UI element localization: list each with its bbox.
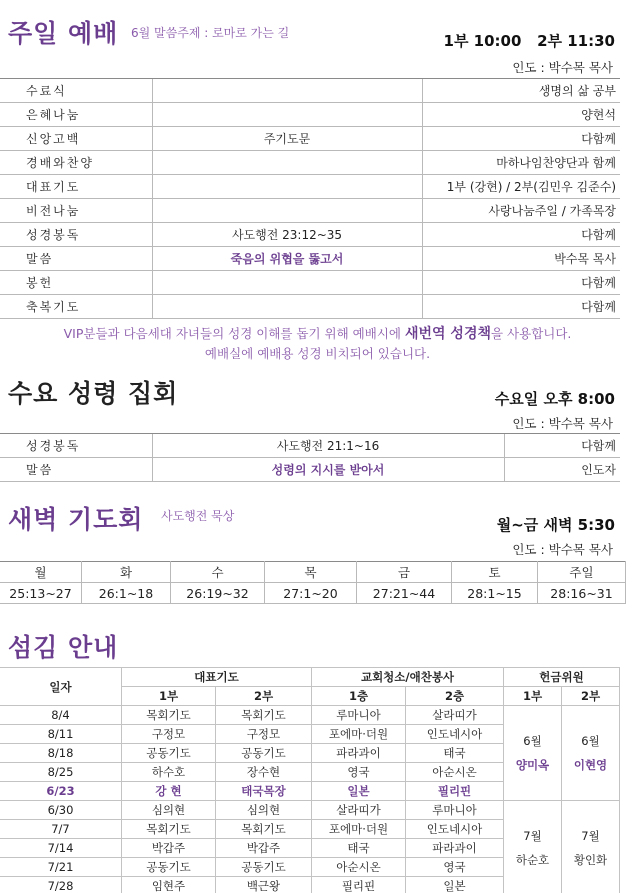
serving-table: [0, 667, 620, 893]
note-text-a: VIP분들과 다음세대 자녀들의 성경 이해를 돕기 위해 예배시에: [63, 326, 405, 341]
day-label: 수: [171, 562, 265, 583]
cell-f1: 아순시온: [312, 858, 406, 877]
order-row: [0, 271, 620, 295]
order-row: [0, 247, 620, 271]
order-label: 수료식: [0, 79, 152, 103]
cell-f2: 일본: [406, 877, 504, 893]
offering-july-1bu: [504, 801, 562, 893]
day-label: 목: [265, 562, 357, 583]
order-label: 신앙고백: [0, 127, 152, 151]
offering-name: 하순호: [515, 853, 550, 867]
cell-date: 6/30: [0, 801, 122, 820]
order-detail: [152, 271, 422, 295]
order-label: 말씀: [0, 247, 152, 271]
cell-f2: 필리핀: [406, 782, 504, 801]
dawn-leader: 인도 : 박수목 목사: [512, 542, 613, 557]
order-detail: [152, 199, 422, 223]
order-detail: [152, 79, 422, 103]
order-detail: 주기도문: [152, 127, 422, 151]
order-detail: [152, 295, 422, 319]
note-text-c: 을 사용합니다.: [491, 326, 572, 341]
cell-p1: 구정모: [122, 725, 216, 744]
order-label: 봉헌: [0, 271, 152, 295]
dawn-schedule-table: [0, 561, 626, 604]
cell-p1: 목회기도: [122, 706, 216, 725]
dawn-sub: 사도행전 묵상: [161, 509, 235, 523]
table-row: [0, 801, 620, 820]
sunday-theme: 6월 말씀주제 : 로마로 가는 길: [131, 26, 290, 40]
order-label: 비전나눔: [0, 199, 152, 223]
cell-f1: 루마니아: [312, 706, 406, 725]
serving-title: 섬김 안내: [8, 633, 119, 662]
cell-p1: 공동기도: [122, 744, 216, 763]
header-clean-1f: 1층: [312, 687, 406, 706]
offering-month: 6월: [523, 734, 542, 748]
order-leader: 양현석: [422, 103, 620, 127]
cell-f2: 영국: [406, 858, 504, 877]
wednesday-time: 수요일 오후 8:00: [494, 390, 615, 408]
order-row: [0, 223, 620, 247]
order-leader: 다함께: [422, 271, 620, 295]
cell-p1: 공동기도: [122, 858, 216, 877]
order-leader: 마하나임찬양단과 함께: [422, 151, 620, 175]
header-prayer-1bu: 1부: [122, 687, 216, 706]
offering-month: 7월: [523, 829, 542, 843]
day-label: 화: [82, 562, 171, 583]
order-label: 성경봉독: [0, 434, 152, 458]
cell-p2: 공동기도: [216, 744, 312, 763]
cell-p2: 박갑주: [216, 839, 312, 858]
table-row: [0, 706, 620, 725]
passage: 27:1~20: [265, 583, 357, 604]
order-detail: [152, 175, 422, 199]
cell-date: 8/11: [0, 725, 122, 744]
cell-f2: 아순시온: [406, 763, 504, 782]
order-label: 경배와찬양: [0, 151, 152, 175]
cell-date: 8/25: [0, 763, 122, 782]
cell-f1: 일본: [312, 782, 406, 801]
cell-date: 7/14: [0, 839, 122, 858]
cell-f1: 살라띠가: [312, 801, 406, 820]
offering-june-2bu: [562, 706, 620, 801]
sunday-leader: 인도 : 박수목 목사: [512, 60, 613, 75]
cell-f2: 루마니아: [406, 801, 504, 820]
header-offering: 헌금위원: [504, 668, 620, 687]
order-label: 대표기도: [0, 175, 152, 199]
order-leader: 사랑나눔주일 / 가족목장: [422, 199, 620, 223]
sunday-note-line2: 예배실에 예배용 성경 비치되어 있습니다.: [204, 346, 431, 361]
header-offering-2bu: 2부: [562, 687, 620, 706]
cell-p1: 목회기도: [122, 820, 216, 839]
cell-date: 7/28: [0, 877, 122, 893]
offering-name: 이현영: [573, 758, 608, 772]
order-detail: 성령의 지시를 받아서: [152, 458, 504, 482]
sunday-order-table: [0, 78, 620, 319]
order-leader: 박수목 목사: [422, 247, 620, 271]
cell-p2: 목회기도: [216, 820, 312, 839]
order-label: 축복기도: [0, 295, 152, 319]
header-offering-1bu: 1부: [504, 687, 562, 706]
cell-p2: 심의현: [216, 801, 312, 820]
cell-date: 7/21: [0, 858, 122, 877]
passage: 28:1~15: [452, 583, 538, 604]
cell-f1: 포에마·더원: [312, 725, 406, 744]
order-label: 은혜나눔: [0, 103, 152, 127]
offering-month: 7월: [581, 829, 600, 843]
sunday-note-line1: [0, 323, 635, 343]
order-detail: 사도행전 23:12~35: [152, 223, 422, 247]
header-prayer: 대표기도: [122, 668, 312, 687]
cell-p2: 구정모: [216, 725, 312, 744]
wednesday-title: 수요 성령 집회: [8, 379, 179, 408]
cell-p2: 태국목장: [216, 782, 312, 801]
passage: 26:1~18: [82, 583, 171, 604]
order-label: 말씀: [0, 458, 152, 482]
cell-f2: 인도네시아: [406, 820, 504, 839]
cell-date: 8/18: [0, 744, 122, 763]
day-label: 월: [0, 562, 82, 583]
cell-date: 8/4: [0, 706, 122, 725]
order-label: 성경봉독: [0, 223, 152, 247]
offering-june-1bu: [504, 706, 562, 801]
passage: 26:19~32: [171, 583, 265, 604]
cell-date: 7/7: [0, 820, 122, 839]
cell-f2: 살라띠가: [406, 706, 504, 725]
wednesday-leader: 인도 : 박수목 목사: [512, 416, 613, 431]
order-detail: [152, 151, 422, 175]
order-row: [0, 458, 620, 482]
header-cleaning: 교회청소/애찬봉사: [312, 668, 504, 687]
order-detail: [152, 103, 422, 127]
cell-f1: 필리핀: [312, 877, 406, 893]
order-detail: 사도행전 21:1~16: [152, 434, 504, 458]
cell-p1: 하수호: [122, 763, 216, 782]
day-label: 토: [452, 562, 538, 583]
header-prayer-2bu: 2부: [216, 687, 312, 706]
offering-name: 황인화: [573, 853, 608, 867]
dawn-title: 새벽 기도회: [8, 505, 144, 534]
cell-p1: 임현주: [122, 877, 216, 893]
cell-f2: 파라과이: [406, 839, 504, 858]
cell-p1: 박갑주: [122, 839, 216, 858]
cell-f2: 인도네시아: [406, 725, 504, 744]
order-leader: 1부 (강현) / 2부(김민우 김준수): [422, 175, 620, 199]
cell-p2: 공동기도: [216, 858, 312, 877]
cell-f2: 태국: [406, 744, 504, 763]
order-row: [0, 295, 620, 319]
order-leader: 다함께: [422, 127, 620, 151]
cell-f1: 파라과이: [312, 744, 406, 763]
order-leader: 생명의 삶 공부: [422, 79, 620, 103]
cell-p2: 장수현: [216, 763, 312, 782]
order-row: [0, 199, 620, 223]
offering-july-2bu: [562, 801, 620, 893]
order-row: [0, 151, 620, 175]
header-clean-2f: 2층: [406, 687, 504, 706]
order-leader: 다함께: [504, 434, 620, 458]
order-leader: 인도자: [504, 458, 620, 482]
day-label: 주일: [538, 562, 626, 583]
header-date: 일자: [0, 668, 122, 706]
sunday-title: 주일 예배: [8, 19, 119, 48]
wednesday-order-table: [0, 433, 620, 482]
cell-date: 6/23: [0, 782, 122, 801]
offering-month: 6월: [581, 734, 600, 748]
cell-f1: 태국: [312, 839, 406, 858]
sunday-time: 1부 10:00 2부 11:30: [443, 32, 615, 50]
day-label: 금: [357, 562, 452, 583]
dawn-time: 월~금 새벽 5:30: [496, 516, 615, 534]
cell-f1: 영국: [312, 763, 406, 782]
order-row: [0, 127, 620, 151]
passage: 28:16~31: [538, 583, 626, 604]
cell-p1: 강 현: [122, 782, 216, 801]
note-highlight: 새번역 성경책: [404, 326, 491, 342]
cell-p2: 목회기도: [216, 706, 312, 725]
passage: 27:21~44: [357, 583, 452, 604]
cell-f1: 포에마·더원: [312, 820, 406, 839]
offering-name: 양미옥: [515, 758, 550, 772]
order-detail: 죽음의 위협을 뚫고서: [152, 247, 422, 271]
order-leader: 다함께: [422, 223, 620, 247]
order-row: [0, 434, 620, 458]
cell-p2: 백근왕: [216, 877, 312, 893]
passage: 25:13~27: [0, 583, 82, 604]
order-row: [0, 103, 620, 127]
order-row: [0, 175, 620, 199]
order-leader: 다함께: [422, 295, 620, 319]
cell-p1: 심의현: [122, 801, 216, 820]
order-row: [0, 79, 620, 103]
